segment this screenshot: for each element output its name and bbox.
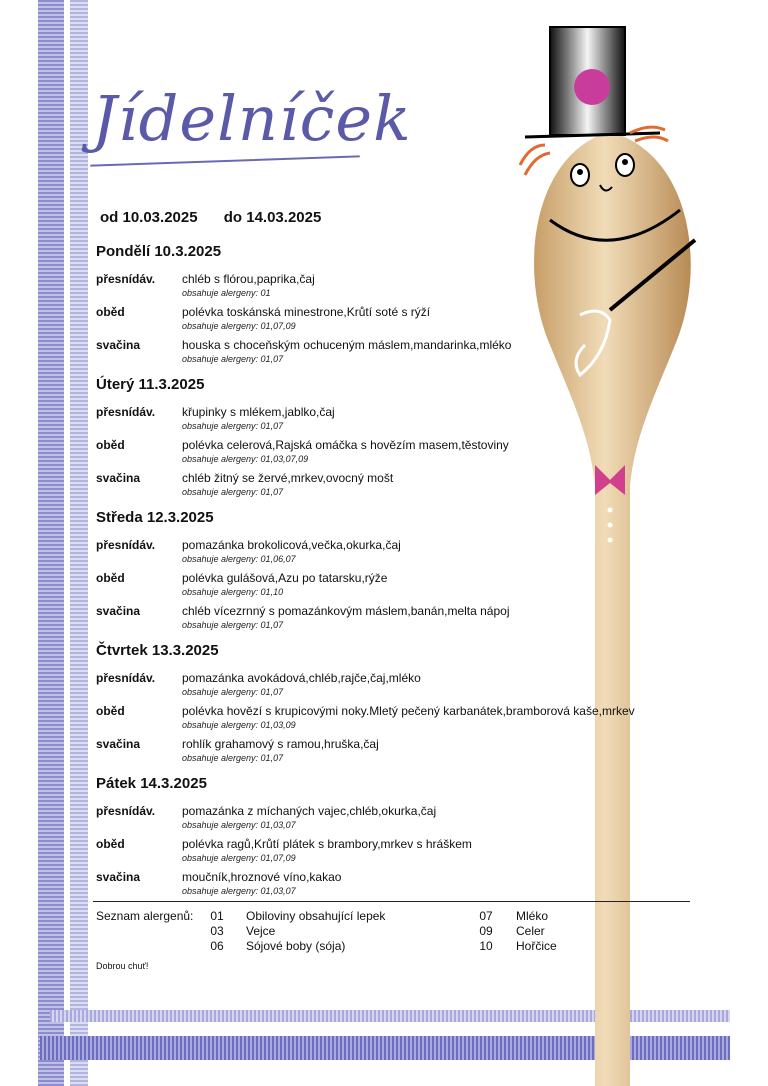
meal-allergens: obsahuje alergeny: 01,07 bbox=[182, 421, 284, 431]
title-underline bbox=[90, 155, 360, 166]
meal-allergens: obsahuje alergeny: 01,06,07 bbox=[182, 554, 296, 564]
meal-label: svačina bbox=[96, 338, 141, 352]
day-block bbox=[96, 243, 696, 376]
allergen-list-label: Seznam alergenů: bbox=[96, 909, 194, 923]
tablecloth-stripe-vertical-thin bbox=[70, 0, 88, 1086]
day-block bbox=[96, 642, 696, 775]
allergen-code: 07 bbox=[479, 909, 493, 923]
meal-dish: polévka toskánská minestrone,Krůtí soté s rýží bbox=[182, 305, 431, 319]
allergen-name: Obiloviny obsahující lepek bbox=[246, 909, 386, 923]
divider bbox=[93, 901, 690, 902]
day-title: Čtvrtek 13.3.2025 bbox=[96, 642, 219, 659]
page-title: Jídelníček bbox=[92, 82, 412, 155]
meal-row bbox=[96, 405, 696, 438]
meal-row bbox=[96, 438, 696, 471]
allergen-name: Celer bbox=[516, 924, 545, 938]
meal-label: oběd bbox=[96, 305, 125, 319]
allergen-code: 06 bbox=[210, 939, 224, 953]
meal-row bbox=[96, 305, 696, 338]
date-range bbox=[100, 209, 343, 226]
allergen-name: Vejce bbox=[246, 924, 276, 938]
allergen-code: 01 bbox=[210, 909, 224, 923]
meal-allergens: obsahuje alergeny: 01,07,09 bbox=[182, 321, 296, 331]
meal-row bbox=[96, 804, 696, 837]
meal-label: přesnídáv. bbox=[96, 405, 156, 419]
meal-row bbox=[96, 604, 696, 637]
date-from: od 10.03.2025 bbox=[100, 209, 198, 226]
meal-label: svačina bbox=[96, 737, 141, 751]
meal-allergens: obsahuje alergeny: 01,03,07,09 bbox=[182, 454, 309, 464]
meal-dish: polévka celerová,Rajská omáčka s hovězím masem,těstoviny bbox=[182, 438, 509, 452]
day-title: Středa 12.3.2025 bbox=[96, 509, 214, 526]
meal-label: svačina bbox=[96, 604, 141, 618]
meal-label: přesnídáv. bbox=[96, 804, 156, 818]
day-block bbox=[96, 509, 696, 642]
meal-dish: moučník,hroznové víno,kakao bbox=[182, 870, 342, 884]
meal-allergens: obsahuje alergeny: 01,07 bbox=[182, 753, 284, 763]
day-title: Pátek 14.3.2025 bbox=[96, 775, 207, 792]
allergen-code: 09 bbox=[479, 924, 493, 938]
tablecloth-stripe-vertical bbox=[38, 0, 64, 1086]
meal-dish: chléb s flórou,paprika,čaj bbox=[182, 272, 315, 286]
meal-dish: křupinky s mlékem,jablko,čaj bbox=[182, 405, 335, 419]
meal-dish: chléb vícezrnný s pomazánkovým máslem,banán,melta nápoj bbox=[182, 604, 510, 618]
meal-row bbox=[96, 471, 696, 504]
meal-row bbox=[96, 538, 696, 571]
meal-allergens: obsahuje alergeny: 01,03,07 bbox=[182, 886, 296, 896]
meal-allergens: obsahuje alergeny: 01,07,09 bbox=[182, 853, 296, 863]
day-title: Pondělí 10.3.2025 bbox=[96, 243, 222, 260]
allergen-name: Sójové boby (sója) bbox=[246, 939, 346, 953]
meal-row bbox=[96, 704, 696, 737]
meal-dish: chléb žitný se žervé,mrkev,ovocný mošt bbox=[182, 471, 394, 485]
meal-allergens: obsahuje alergeny: 01,03,09 bbox=[182, 720, 296, 730]
day-block bbox=[96, 775, 696, 908]
meal-allergens: obsahuje alergeny: 01,07 bbox=[182, 620, 284, 630]
meal-label: přesnídáv. bbox=[96, 272, 156, 286]
date-to: do 14.03.2025 bbox=[223, 209, 322, 226]
meal-dish: polévka ragů,Krůtí plátek s brambory,mrkev s hráškem bbox=[182, 837, 472, 851]
meal-label: přesnídáv. bbox=[96, 671, 156, 685]
meal-label: oběd bbox=[96, 438, 125, 452]
meal-label: přesnídáv. bbox=[96, 538, 156, 552]
meal-allergens: obsahuje alergeny: 01 bbox=[182, 288, 271, 298]
meal-label: oběd bbox=[96, 837, 125, 851]
meal-dish: polévka gulášová,Azu po tatarsku,rýže bbox=[182, 571, 388, 585]
meal-label: oběd bbox=[96, 704, 125, 718]
meal-dish: pomazánka brokolicová,večka,okurka,čaj bbox=[182, 538, 401, 552]
meal-allergens: obsahuje alergeny: 01,10 bbox=[182, 587, 284, 597]
meal-row bbox=[96, 571, 696, 604]
day-block bbox=[96, 376, 696, 509]
meal-dish: polévka hovězí s krupicovými noky.Mletý pečený karbanátek,bramborová kaše,mrkev bbox=[182, 704, 635, 718]
meal-label: oběd bbox=[96, 571, 125, 585]
meal-dish: rohlík grahamový s ramou,hruška,čaj bbox=[182, 737, 379, 751]
meal-dish: pomazánka avokádová,chléb,rajče,čaj,mléko bbox=[182, 671, 421, 685]
day-title: Úterý 11.3.2025 bbox=[96, 376, 205, 393]
meal-row bbox=[96, 870, 696, 903]
allergen-code: 03 bbox=[210, 924, 224, 938]
menu-days bbox=[96, 243, 696, 908]
meal-row bbox=[96, 671, 696, 704]
meal-label: svačina bbox=[96, 870, 141, 884]
meal-allergens: obsahuje alergeny: 01,07 bbox=[182, 687, 284, 697]
meal-label: svačina bbox=[96, 471, 141, 485]
meal-row bbox=[96, 338, 696, 371]
meal-allergens: obsahuje alergeny: 01,07 bbox=[182, 487, 284, 497]
meal-row bbox=[96, 737, 696, 770]
greeting: Dobrou chuť! bbox=[96, 961, 149, 971]
allergen-code: 10 bbox=[479, 939, 493, 953]
meal-row bbox=[96, 272, 696, 305]
meal-row bbox=[96, 837, 696, 870]
meal-dish: houska s choceňským ochuceným máslem,mandarinka,mléko bbox=[182, 338, 512, 352]
allergen-name: Mléko bbox=[516, 909, 549, 923]
allergen-name: Hořčice bbox=[516, 939, 557, 953]
meal-allergens: obsahuje alergeny: 01,07 bbox=[182, 354, 284, 364]
meal-dish: pomazánka z míchaných vajec,chléb,okurka,čaj bbox=[182, 804, 437, 818]
meal-allergens: obsahuje alergeny: 01,03,07 bbox=[182, 820, 296, 830]
